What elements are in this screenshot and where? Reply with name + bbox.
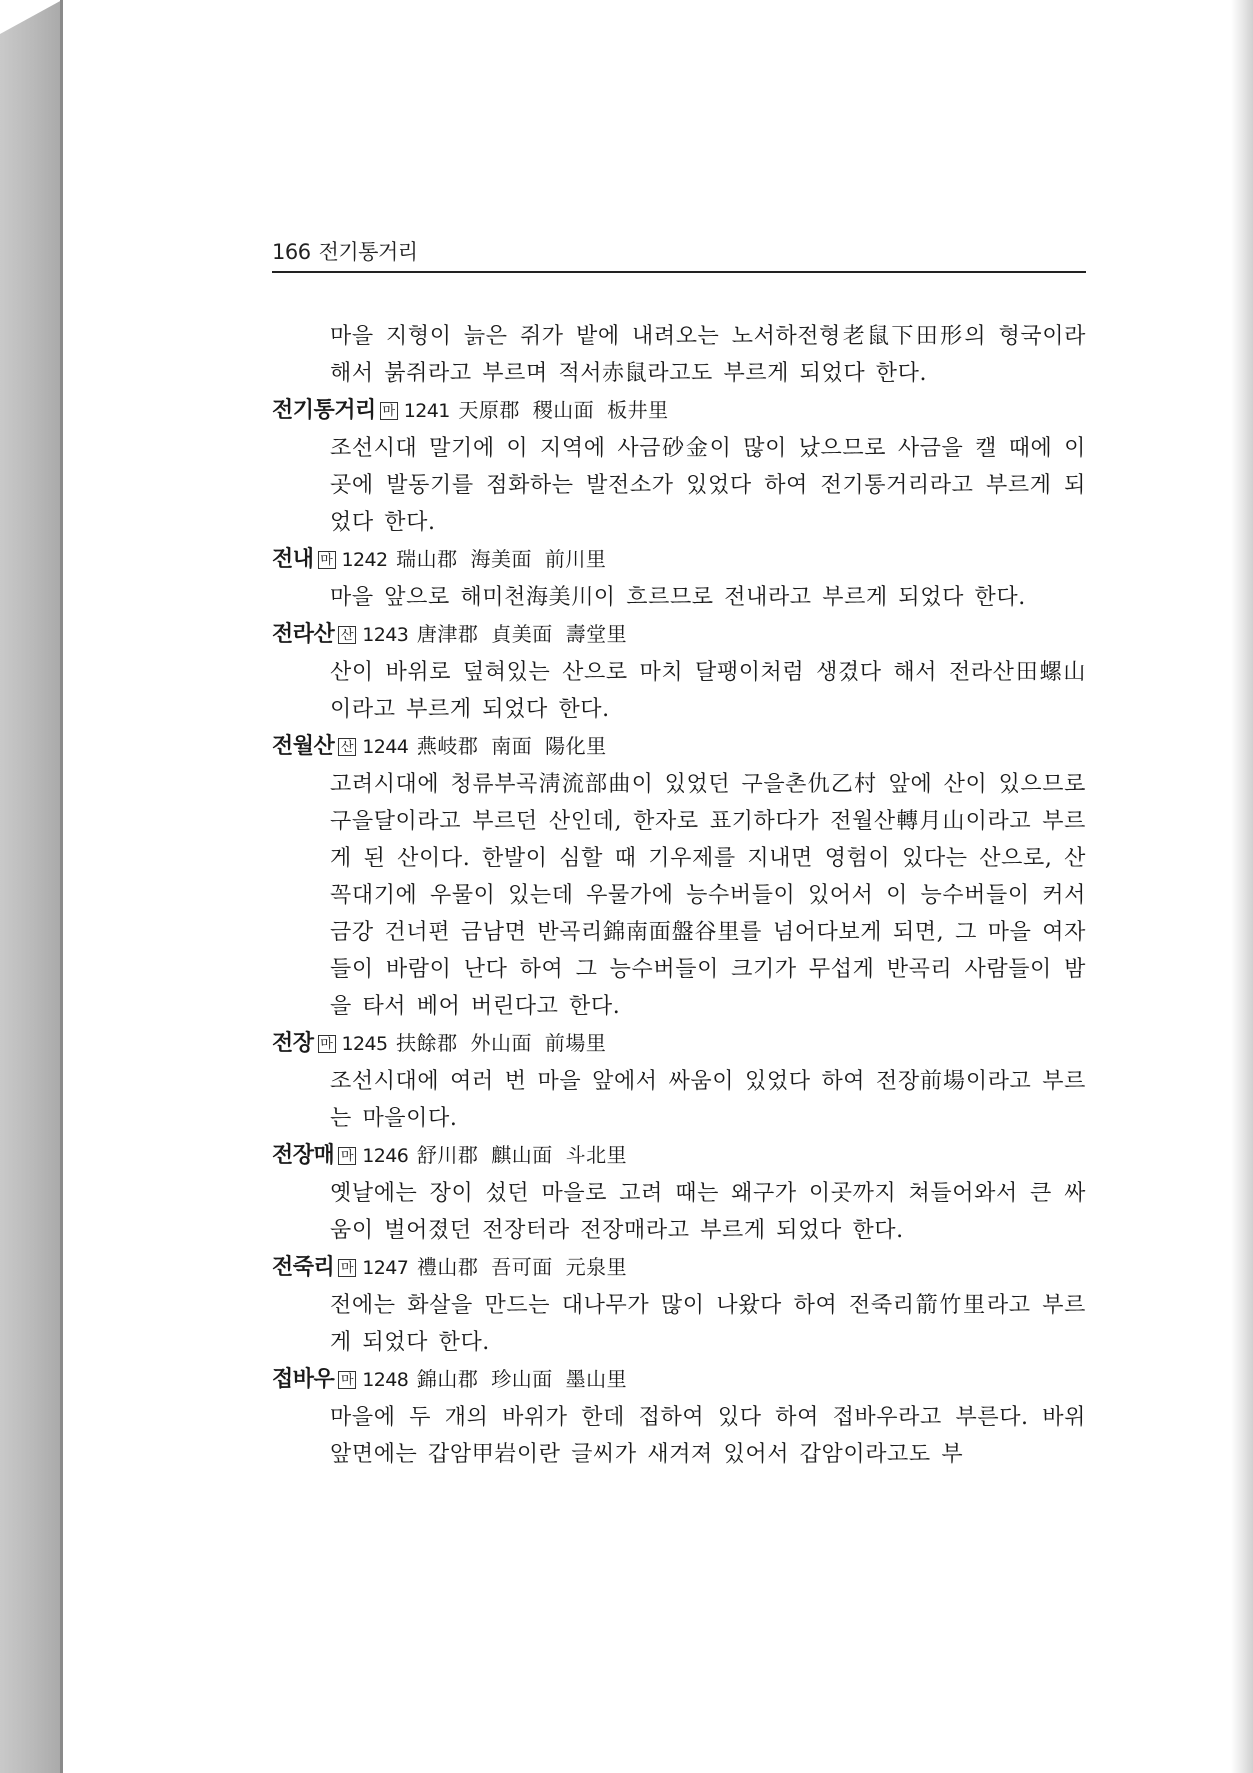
entry-location: 舒川郡 麒山面 斗北里 xyxy=(416,1143,628,1167)
entry-1245 xyxy=(272,1025,1086,1137)
entry-headword: 전죽리 xyxy=(272,1255,335,1280)
entry-location: 扶餘郡 外山面 前場里 xyxy=(396,1031,607,1055)
entry-1247 xyxy=(272,1249,1086,1361)
entry-heading xyxy=(272,541,1086,579)
entry-text: 옛날에는 장이 섰던 마을로 고려 때는 왜구가 이곳까지 쳐들어와서 큰 싸움이 벌어졌던 전장터라 전장매라고 부르게 되었다 한다. xyxy=(330,1181,1086,1243)
entry-1241 xyxy=(272,392,1086,541)
entry-heading xyxy=(272,392,1086,430)
entry-headword: 전내 xyxy=(272,547,314,572)
entry-type-badge: 마 xyxy=(338,1371,356,1389)
header-rule xyxy=(272,271,1086,273)
entry-headword: 전월산 xyxy=(272,734,335,759)
entry-headword: 전장 xyxy=(272,1031,314,1056)
entry-type-badge: 마 xyxy=(338,1259,356,1277)
entry-1243 xyxy=(272,616,1086,728)
entry-text: 전에는 화살을 만드는 대나무가 많이 나왔다 하여 전죽리箭竹里라고 부르게 되었다 한다. xyxy=(330,1293,1086,1355)
entry-headword: 전장매 xyxy=(272,1143,335,1168)
entry-location: 禮山郡 吾可面 元泉里 xyxy=(416,1255,628,1279)
entry-type-badge: 산 xyxy=(338,738,356,756)
entry-number: 1247 xyxy=(362,1257,409,1279)
intro-paragraph: 마을 지형이 늙은 쥐가 밭에 내려오는 노서하전형老鼠下田形의 형국이라 해서 붉쥐라고 부르며 적서赤鼠라고도 부르게 되었다 한다. xyxy=(330,324,1086,386)
entry-location: 天原郡 稷山面 板井里 xyxy=(458,398,669,422)
entry-headword: 접바우 xyxy=(272,1367,335,1392)
entry-text: 조선시대 말기에 이 지역에 사금砂金이 많이 났으므로 사금을 캘 때에 이곳에 발동기를 점화하는 발전소가 있었다 하여 전기통거리라고 부르게 되었다 한다. xyxy=(330,436,1086,535)
page-content xyxy=(272,318,1086,1473)
page-number: 166 xyxy=(272,240,311,264)
entry-1246 xyxy=(272,1137,1086,1249)
entry-heading xyxy=(272,728,1086,766)
entry-number: 1248 xyxy=(362,1369,409,1391)
entry-headword: 전라산 xyxy=(272,622,335,647)
entry-type-badge: 마 xyxy=(318,551,336,569)
entry-number: 1242 xyxy=(341,549,388,571)
entry-text: 고려시대에 청류부곡淸流部曲이 있었던 구을촌仇乙村 앞에 산이 있으므로 구을달이라고 부르던 산인데, 한자로 표기하다가 전월산轉月山이라고 부르게 된 산이다. 한발이 심할 때 기우제를 지내면 영험이 있다는 산으로, 산 꼭대기에 우물이 있는데 우물가에 능수버들이 있어서 이 능수버들이 커서 금강 건너편 금남면 반곡리錦南面盤谷里를 넘어다보게 되면, 그 마을 여자들이 바람이 난다 하여 그 능수버들이 크기가 무섭게 반곡리 사람들이 밤을 타서 베어 버린다고 한다. xyxy=(330,772,1086,1019)
running-head xyxy=(272,236,418,266)
entry-number: 1241 xyxy=(403,400,450,422)
entry-headword: 전기통거리 xyxy=(272,398,376,423)
running-head-title: 전기통거리 xyxy=(318,240,418,264)
entry-type-badge: 산 xyxy=(338,626,356,644)
entry-text: 마을 앞으로 해미천海美川이 흐르므로 전내라고 부르게 되었다 한다. xyxy=(330,585,1026,610)
entry-heading xyxy=(272,1025,1086,1063)
entry-text: 조선시대에 여러 번 마을 앞에서 싸움이 있었다 하여 전장前場이라고 부르는 마을이다. xyxy=(330,1069,1086,1131)
entry-heading xyxy=(272,1249,1086,1287)
entry-text: 산이 바위로 덮혀있는 산으로 마치 달팽이처럼 생겼다 해서 전라산田螺山이라고 부르게 되었다 한다. xyxy=(330,660,1086,722)
entry-number: 1245 xyxy=(341,1033,388,1055)
entry-location: 錦山郡 珍山面 墨山里 xyxy=(416,1367,628,1391)
entry-heading xyxy=(272,616,1086,654)
entry-number: 1243 xyxy=(362,624,409,646)
entry-heading xyxy=(272,1361,1086,1399)
entry-number: 1244 xyxy=(362,736,409,758)
entry-type-badge: 마 xyxy=(338,1147,356,1165)
entry-type-badge: 마 xyxy=(318,1035,336,1053)
entry-heading xyxy=(272,1137,1086,1175)
entry-1248 xyxy=(272,1361,1086,1473)
entry-location: 燕岐郡 南面 陽化里 xyxy=(416,734,607,758)
page-right-edge xyxy=(1231,0,1253,1773)
entry-location: 唐津郡 貞美面 壽堂里 xyxy=(416,622,628,646)
entry-1244 xyxy=(272,728,1086,1025)
entry-text: 마을에 두 개의 바위가 한데 접하여 있다 하여 접바우라고 부른다. 바위 앞면에는 갑암甲岩이란 글씨가 새겨져 있어서 갑암이라고도 부 xyxy=(330,1405,1086,1467)
book-spine xyxy=(0,0,62,1773)
entry-type-badge: 마 xyxy=(380,402,398,420)
entry-number: 1246 xyxy=(362,1145,409,1167)
entry-1242 xyxy=(272,541,1086,616)
entry-location: 瑞山郡 海美面 前川里 xyxy=(396,547,607,571)
